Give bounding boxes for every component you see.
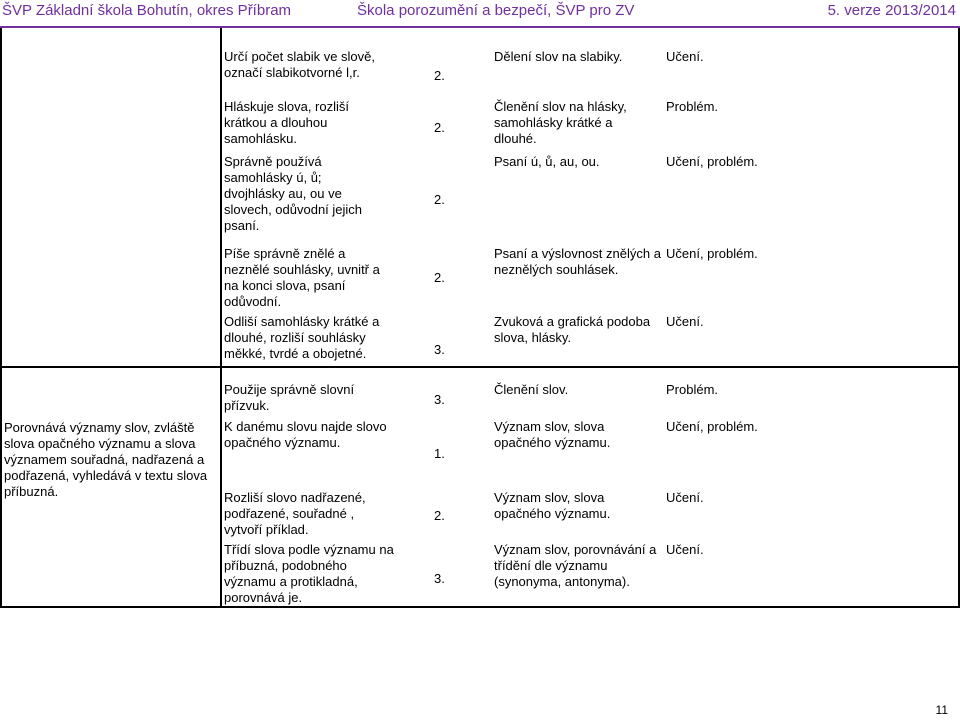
grade-cell: 3. — [434, 342, 445, 357]
topic-cell: Význam slov, slova opačného významu. — [494, 490, 611, 521]
grade-cell: 2. — [434, 508, 445, 523]
method-cell: Problém. — [666, 382, 719, 397]
method-cell: Problém. — [666, 99, 719, 114]
grade-cell: 2. — [434, 192, 445, 207]
topic-cell: Psaní ú, ů, au, ou. — [494, 154, 600, 169]
topic-cell: Význam slov, porovnávání a třídění dle významu (synonyma, antonyma). — [494, 542, 657, 589]
outcome-cell: Správně používá samohlásky ú, ů; dvojhlásky au, ou ve slovech, odůvodní jejich psaní. — [224, 154, 363, 233]
grid-line — [220, 28, 222, 608]
method-cell: Učení. — [666, 542, 704, 557]
method-cell: Učení. — [666, 49, 704, 64]
outcome-cell: Určí počet slabik ve slově, označí slabikotvorné l,r. — [224, 49, 376, 80]
program-name: Škola porozumění a bezpečí, ŠVP pro ZV — [357, 2, 635, 19]
outcome-cell: K danému slovu najde slovo opačného významu. — [224, 419, 387, 450]
outcome-cell: Píše správně znělé a neznělé souhlásky, uvnitř a na konci slova, psaní odůvodní. — [224, 246, 380, 309]
grid-line — [0, 366, 960, 368]
grade-cell: 3. — [434, 571, 445, 586]
expected-outcome-cell: Porovnává významy slov, zvláště slova opačného významu a slova významem souřadná, nadřazená a podřazená, vyhledává v textu slova příbuzná. — [4, 420, 208, 499]
grid-line — [0, 28, 2, 608]
topic-cell: Psaní a výslovnost znělých a neznělých souhlásek. — [494, 246, 661, 277]
grade-cell: 3. — [434, 392, 445, 407]
outcome-cell: Hláskuje slova, rozliší krátkou a dlouhou samohlásku. — [224, 99, 349, 146]
grade-cell: 1. — [434, 446, 445, 461]
outcome-cell: Rozliší slovo nadřazené, podřazené, souřadné , vytvoří příklad. — [224, 490, 366, 537]
method-cell: Učení. — [666, 314, 704, 329]
outcome-cell: Odliší samohlásky krátké a dlouhé, rozliší souhlásky měkké, tvrdé a obojetné. — [224, 314, 380, 361]
outcome-cell: Použije správně slovní přízvuk. — [224, 382, 355, 413]
school-name: ŠVP Základní škola Bohutín, okres Příbram — [2, 2, 292, 19]
grade-cell: 2. — [434, 120, 445, 135]
method-cell: Učení, problém. — [666, 246, 758, 261]
outcome-cell: Třídí slova podle významu na příbuzná, podobného významu a protikladná, porovnává je. — [224, 542, 394, 605]
topic-cell: Členění slov na hlásky, samohlásky krátké a dlouhé. — [494, 99, 627, 146]
grid-line — [0, 606, 960, 608]
topic-cell: Členění slov. — [494, 382, 569, 397]
page-number: 11 — [935, 703, 948, 717]
method-cell: Učení. — [666, 490, 704, 505]
version-label: 5. verze 2013/2014 — [827, 2, 956, 19]
curriculum-table — [0, 28, 960, 608]
method-cell: Učení, problém. — [666, 419, 758, 434]
grade-cell: 2. — [434, 68, 445, 83]
grade-cell: 2. — [434, 270, 445, 285]
method-cell: Učení, problém. — [666, 154, 758, 169]
page-header — [0, 0, 960, 26]
topic-cell: Zvuková a grafická podoba slova, hlásky. — [494, 314, 651, 345]
topic-cell: Význam slov, slova opačného významu. — [494, 419, 611, 450]
topic-cell: Dělení slov na slabiky. — [494, 49, 623, 64]
